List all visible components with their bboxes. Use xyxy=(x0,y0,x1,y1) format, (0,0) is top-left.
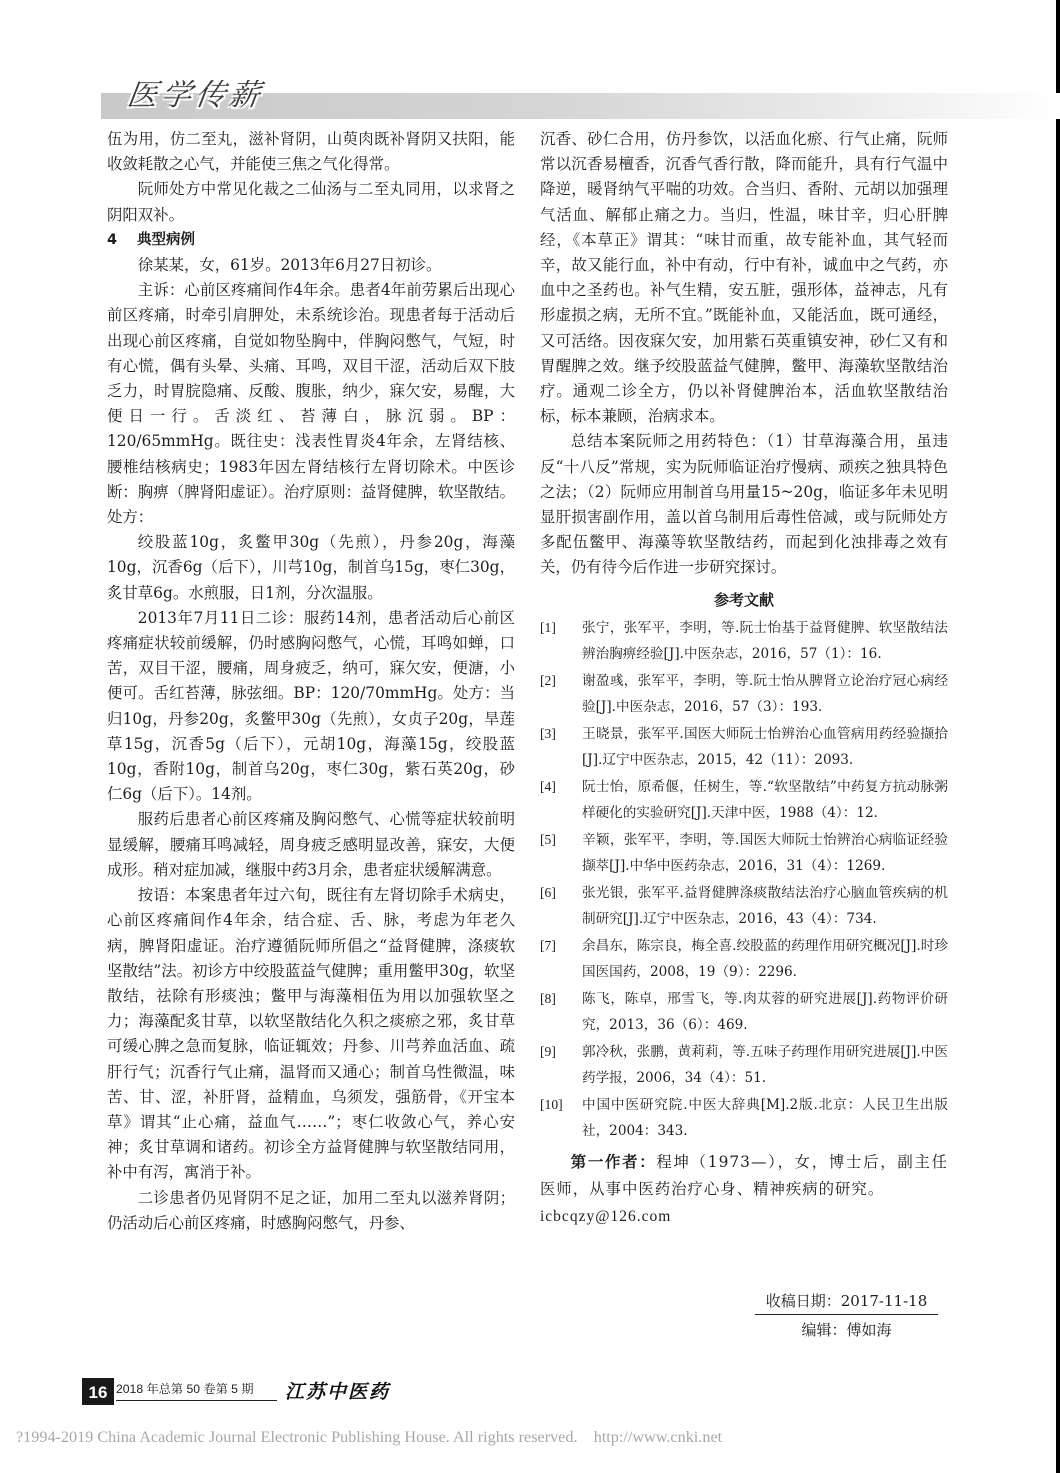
summary: 总结本案阮师之用药特色：（1）甘草海藻合用，虽违反“十八反”常规，实为阮师临证治疗慢病、顽疾之独具特色之法；（2）阮师应用制首乌用量15~20g，临证多年未见明显肝损害副作用，盖以首乌制用后毒性倍减，或与阮师处方多配伍鳖甲、海藻等软坚散结药，而起到化浊排毒之效有关，仍有待今后作进一步研究探讨。 xyxy=(540,432,948,577)
paragraph-continued: 伍为用，仿二至丸，滋补肾阴，山萸肉既补肾阴又扶阳，能收敛耗散之心气，并能使三焦之气化得常。 xyxy=(107,130,515,174)
reference-text: 余昌东，陈宗良，梅全喜.绞股蓝的药理作用研究概况[J].时珍国医国药，2008，19（9）：2296. xyxy=(582,937,948,981)
copyright-notice: ?1994-2019 China Academic Journal Electronic Publishing House. All rights reserved. http://www.cnki.net xyxy=(16,1428,723,1446)
reference-number: [2] xyxy=(540,672,556,688)
second-visit-analysis-continued: 沉香、砂仁合用，仿丹参饮，以活血化瘀、行气止痛，阮师常以沉香易檀香，沉香气香行散，降而能升，具有行气温中降逆，暖肾纳气平喘的功效。合当归、香附、元胡以加强理气活血、解郁止痛之力。当归，性温，味甘辛，归心肝脾经，《本草正》谓其：“味甘而重，故专能补血，其气轻而辛，故又能行血，补中有动，行中有补，诚血中之气药，亦血中之圣药也。补气生精，安五脏，强形体，益神志，凡有形虚损之病，无所不宜。”既能补血，又能活血，既可通经，又可活络。因夜寐欠安，加用紫石英重镇安神，砂仁又有和胃醒脾之效。继予绞股蓝益气健脾，鳖甲、海藻软坚散结治疗。通观二诊全方，仍以补肾健脾治本，活血软坚散结治标，标本兼顾，治病求本。 xyxy=(540,130,948,426)
issue-info: 2018 年总第 50 卷第 5 期 xyxy=(116,1378,277,1401)
reference-number: [3] xyxy=(540,725,556,741)
second-visit: 2013年7月11日二诊：服药14剂，患者活动后心前区疼痛症状较前缓解，仍时感胸闷憋气，心慌，耳鸣如蝉，口苦，双目干涩，腰痛，周身疲乏，纳可，寐欠安，便溏，小便可。舌红苔薄，脉弦细。BP：120/70mmHg。处方：当归10g，丹参20g，炙鳖甲30g（先煎），女贞子20g，旱莲草15g，沉香5g（后下），元胡10g，海藻15g，绞股蓝10g，香附10g，制首乌20g，枣仁30g，紫石英20g，砂仁6g（后下）。14剂。 xyxy=(107,608,515,804)
author-bio-paragraph xyxy=(540,1149,948,1203)
reference-item xyxy=(540,986,948,1039)
reference-text: 郭冷秋，张鹏，黄莉莉，等.五味子药理作用研究进展[J].中医药学报，2006，34（4）：51. xyxy=(582,1043,948,1087)
reference-text: 陈飞，陈卓，邢雪飞，等.肉苁蓉的研究进展[J].药物评价研究，2013，36（6）：469. xyxy=(582,990,948,1034)
reference-text: 张宁，张军平，李明，等.阮士怡基于益肾健脾、软坚散结法辨治胸痹经验[J].中医杂志，2016，57（1）：16. xyxy=(582,619,948,663)
reference-text: 王晓景，张军平.国医大师阮士怡辨治心血管病用药经验撷拾[J].辽宁中医杂志，2015，42（11）：2093. xyxy=(582,725,948,769)
page-edge-border xyxy=(1056,0,1060,1473)
reference-text: 中国中医研究院.中医大辞典[M].2版.北京：人民卫生出版社，2004：343. xyxy=(582,1096,948,1140)
reference-item xyxy=(540,1039,948,1092)
left-column xyxy=(107,127,515,1236)
reference-item xyxy=(540,827,948,880)
author-bio: 程坤（1973—），女，博士后，副主任医师，从事中医药治疗心身、精神疾病的研究。 xyxy=(540,1152,948,1198)
section-number: 4 xyxy=(107,231,118,248)
chief-complaint: 主诉：心前区疼痛间作4年余。患者4年前劳累后出现心前区疼痛，时牵引肩胛处，未系统诊治。现患者每于活动后出现心前区疼痛，自觉如物坠胸中，伴胸闷憋气，气短，时有心慌，偶有头晕、头痛、耳鸣，双目干涩，活动后双下肢乏力，时胃脘隐痛、反酸、腹胀，纳少，寐欠安，易醒，大便日一行。舌淡红、苔薄白，脉沉弱。BP：120/65mmHg。既往史：浅表性胃炎4年余，左肾结核、腰椎结核病史；1983年因左肾结核行左肾切除术。中医诊断：胸痹（脾肾阳虚证）。治疗原则：益肾健脾，软坚散结。处方： xyxy=(107,281,515,527)
case-intro: 徐某某，女，61岁。2013年6月27日初诊。 xyxy=(137,256,442,275)
section-title: 医学传薪 xyxy=(125,78,266,113)
journal-logo: 江苏中医药 xyxy=(285,1381,391,1403)
reference-number: [9] xyxy=(540,1043,556,1059)
reference-item xyxy=(540,774,948,827)
references-heading: 参考文献 xyxy=(713,590,774,609)
reference-text: 辛颖，张军平，李明，等.国医大师阮士怡辨治心病临证经验撷萃[J].中华中医药杂志，2016，31（4）：1269. xyxy=(582,831,948,875)
reference-item xyxy=(540,721,948,774)
reference-item xyxy=(540,880,948,933)
received-info xyxy=(755,1290,938,1340)
right-column xyxy=(540,127,948,1230)
author-label: 第一作者： xyxy=(570,1152,657,1171)
treatment-outcome: 服药后患者心前区疼痛及胸闷憋气、心慌等症状较前明显缓解，腰痛耳鸣减轻，周身疲乏感明显改善，寐安，大便成形。稍对症加减，继服中药3月余，患者症状缓解满意。 xyxy=(107,810,515,879)
reference-number: [10] xyxy=(540,1096,563,1112)
author-info xyxy=(540,1149,948,1230)
reference-item xyxy=(540,615,948,668)
author-email: icbcqzy@126.com xyxy=(540,1207,672,1225)
reference-text: 张光银，张军平.益肾健脾涤痰散结法治疗心脑血管疾病的机制研究[J].辽宁中医杂志，2016，43（4）：734. xyxy=(582,884,948,928)
reference-item xyxy=(540,668,948,721)
reference-number: [1] xyxy=(540,619,556,635)
commentary: 按语：本案患者年过六旬，既往有左肾切除手术病史，心前区疼痛间作4年余，结合症、舌、脉，考虑为年老久病，脾肾阳虚证。治疗遵循阮师所倡之“益肾健脾，涤痰软坚散结”法。初诊方中绞股蓝益气健脾；重用鳖甲30g，软坚散结，祛除有形痰浊；鳖甲与海藻相伍为用以加强软坚之力；海藻配炙甘草，以软坚散结化久积之痰瘀之邪，炙甘草可缓心脾之急而复脉，临证辄效；丹参、川芎养血活血、疏肝行气；沉香行气止痛，温肾而又通心；制首乌性微温，味苦、甘、涩，补肝肾，益精血，乌须发，强筋骨，《开宝本草》谓其“止心痛，益血气……”；枣仁收敛心气，养心安神；炙甘草调和诸药。初诊全方益肾健脾与软坚散结同用，补中有泻，寓消于补。 xyxy=(107,886,515,1182)
section-heading xyxy=(107,228,515,253)
reference-item xyxy=(540,1092,948,1145)
reference-text: 阮士怡，原希偃，任树生，等.“软坚散结”中药复方抗动脉粥样硬化的实验研究[J].天津中医，1988（4）：12. xyxy=(582,778,948,822)
second-visit-analysis: 二诊患者仍见肾阴不足之证，加用二至丸以滋养肾阴；仍活动后心前区疼痛，时感胸闷憋气，丹参、 xyxy=(107,1188,515,1232)
page-number: 16 xyxy=(82,1378,114,1405)
paragraph-combination: 阮师处方中常见化裁之二仙汤与二至丸同用，以求肾之阴阳双补。 xyxy=(107,180,515,224)
reference-text: 谢盈彧，张军平，李明，等.阮士怡从脾肾立论治疗冠心病经验[J].中医杂志，2016，57（3）：193. xyxy=(582,672,948,716)
reference-number: [7] xyxy=(540,937,556,953)
received-date: 收稿日期：2017-11-18 xyxy=(755,1290,938,1315)
reference-number: [8] xyxy=(540,990,556,1006)
section-heading-text: 典型病例 xyxy=(137,231,195,248)
prescription-first-visit: 绞股蓝10g，炙鳖甲30g（先煎），丹参20g，海藻10g，沉香6g（后下），川芎10g，制首乌15g，枣仁30g，炙甘草6g。水煎服，日1剂，分次温服。 xyxy=(107,533,515,602)
reference-list xyxy=(540,615,948,1145)
reference-number: [5] xyxy=(540,831,556,847)
editor-name: 编辑：傅如海 xyxy=(801,1321,892,1339)
reference-item xyxy=(540,933,948,986)
reference-number: [6] xyxy=(540,884,556,900)
reference-number: [4] xyxy=(540,778,556,794)
